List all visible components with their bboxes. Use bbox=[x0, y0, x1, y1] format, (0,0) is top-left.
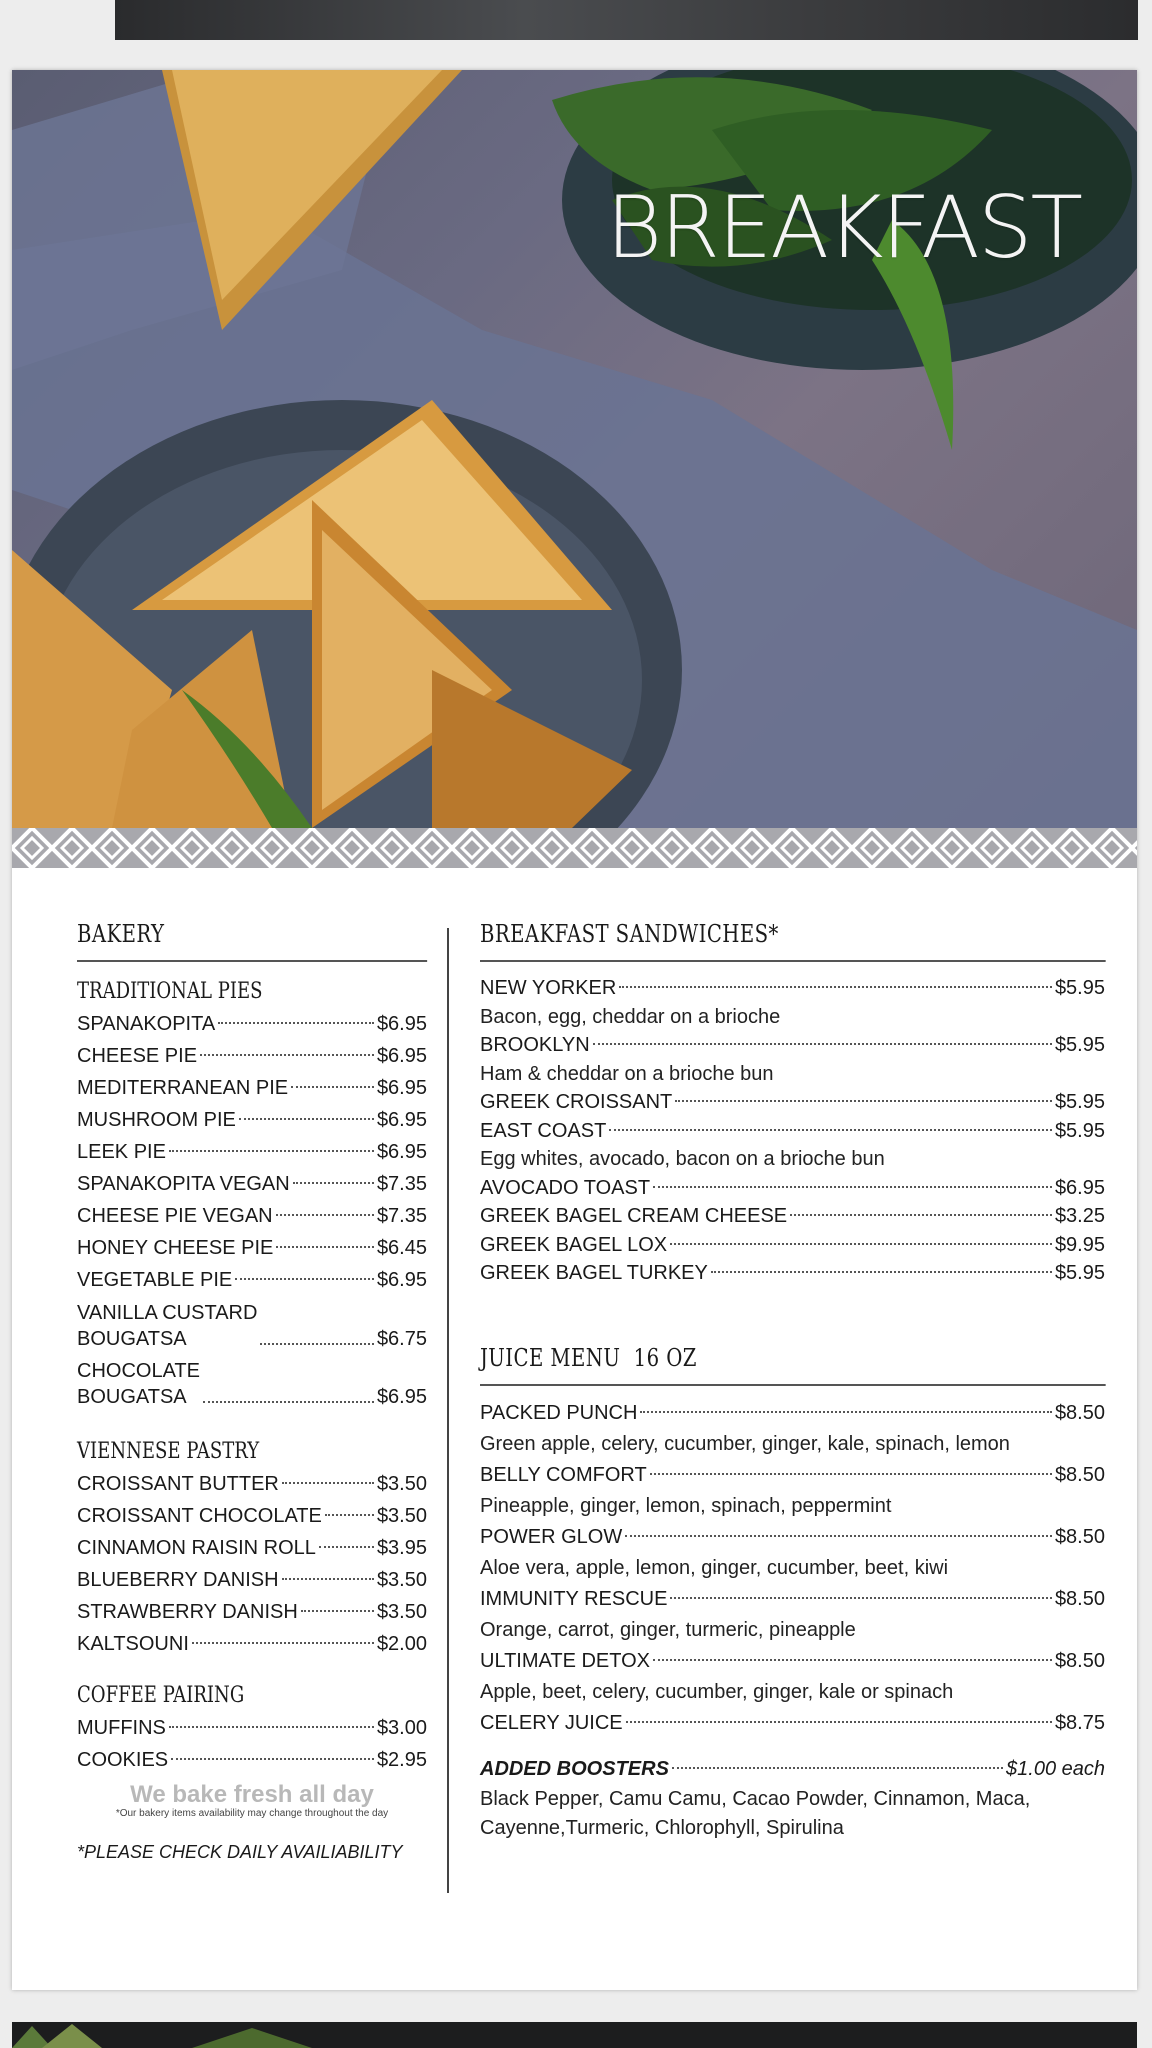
pie-item bbox=[77, 1300, 427, 1352]
item-name: SPANAKOPITA VEGAN bbox=[77, 1173, 290, 1195]
bakery-availability-note: *Our bakery items availability may change throughout the day bbox=[115, 1808, 389, 1819]
item-name: PACKED PUNCH bbox=[480, 1401, 638, 1424]
item-price: $9.95 bbox=[1054, 1233, 1105, 1256]
item-price: $3.95 bbox=[376, 1537, 427, 1559]
item-name: POWER GLOW bbox=[480, 1525, 623, 1548]
leader-dots bbox=[790, 1214, 1052, 1216]
leader-dots bbox=[235, 1278, 374, 1280]
sandwich-item bbox=[480, 1117, 1105, 1146]
pie-item bbox=[77, 1264, 427, 1296]
item-price: $6.95 bbox=[1054, 1176, 1105, 1199]
item-price: $8.75 bbox=[1054, 1711, 1105, 1734]
pie-item bbox=[77, 1104, 427, 1136]
item-description: Aloe vera, apple, lemon, ginger, cucumber, beet, kiwi bbox=[480, 1556, 949, 1579]
check-availability-note: *PLEASE CHECK DAILY AVAILIABILITY bbox=[77, 1842, 403, 1862]
column-divider bbox=[447, 928, 449, 1893]
leader-dots bbox=[625, 1535, 1052, 1537]
sandwich-item bbox=[480, 974, 1105, 1003]
item-name: ULTIMATE DETOX bbox=[480, 1649, 651, 1672]
item-name: BLUEBERRY DANISH bbox=[77, 1569, 279, 1591]
breakfast-sandwiches-title: BREAKFAST SANDWICHES* bbox=[480, 912, 1105, 962]
item-price: $6.95 bbox=[376, 1141, 427, 1163]
leader-dots bbox=[260, 1343, 374, 1345]
coffee-pairing-item bbox=[77, 1744, 427, 1776]
juice-item bbox=[480, 1460, 1105, 1491]
item-name: IMMUNITY RESCUE bbox=[480, 1587, 668, 1610]
item-price: $2.00 bbox=[376, 1633, 427, 1655]
pie-item bbox=[77, 1358, 427, 1410]
item-price: $8.50 bbox=[1054, 1649, 1105, 1672]
item-name: KALTSOUNI bbox=[77, 1633, 189, 1655]
added-boosters-price: $1.00 each bbox=[1006, 1757, 1105, 1780]
hero-image bbox=[12, 70, 1137, 828]
pastry-item bbox=[77, 1596, 427, 1628]
leader-dots bbox=[626, 1721, 1052, 1723]
item-price: $6.95 bbox=[376, 1109, 427, 1131]
previous-section-image bbox=[115, 0, 1138, 40]
item-price: $6.45 bbox=[376, 1237, 427, 1259]
item-name: GREEK CROISSANT bbox=[480, 1091, 673, 1113]
item-name: MEDITERRANEAN PIE bbox=[77, 1077, 289, 1099]
bakery-column bbox=[77, 912, 427, 1863]
item-price: $5.95 bbox=[1054, 1262, 1105, 1284]
leader-dots bbox=[653, 1659, 1052, 1661]
pie-item bbox=[77, 1072, 427, 1104]
item-price: $5.95 bbox=[1054, 1034, 1105, 1056]
item-name: MUFFINS bbox=[77, 1717, 166, 1739]
leader-dots bbox=[609, 1129, 1052, 1131]
breakfast-menu-card bbox=[12, 70, 1137, 1990]
item-price: $5.95 bbox=[1054, 977, 1105, 999]
leader-dots bbox=[325, 1514, 374, 1516]
item-description: Pineapple, ginger, lemon, spinach, peppermint bbox=[480, 1494, 892, 1517]
viennese-pastry-title: VIENNESE PASTRY bbox=[77, 1439, 260, 1464]
item-description: Apple, beet, celery, cucumber, ginger, kale or spinach bbox=[480, 1680, 954, 1703]
item-price: $3.50 bbox=[376, 1505, 427, 1527]
item-description: Orange, carrot, ginger, turmeric, pineapple bbox=[480, 1618, 856, 1641]
leader-dots bbox=[276, 1246, 374, 1248]
pastry-item bbox=[77, 1500, 427, 1532]
leader-dots bbox=[200, 1054, 374, 1056]
item-name: VANILLA CUSTARD BOUGATSA bbox=[77, 1302, 258, 1350]
coffee-pairing-title: COFFEE PAIRING bbox=[77, 1683, 245, 1708]
item-name: CHEESE PIE bbox=[77, 1045, 198, 1067]
viennese-pastry-list bbox=[77, 1468, 427, 1660]
item-price: $6.95 bbox=[376, 1269, 427, 1291]
traditional-pies-list bbox=[77, 1008, 427, 1296]
added-boosters-name: ADDED BOOSTERS bbox=[480, 1757, 669, 1780]
item-price: $8.50 bbox=[1054, 1587, 1105, 1610]
leader-dots bbox=[619, 986, 1052, 988]
item-price: $3.50 bbox=[376, 1601, 427, 1623]
right-column bbox=[480, 912, 1105, 1843]
leader-dots bbox=[319, 1546, 374, 1548]
item-price: $6.95 bbox=[376, 1386, 427, 1408]
leader-dots bbox=[218, 1022, 374, 1024]
greek-key-pattern-border bbox=[12, 828, 1137, 868]
bake-fresh-note: We bake fresh all day bbox=[130, 1781, 374, 1808]
item-price: $6.95 bbox=[376, 1045, 427, 1067]
next-section-image bbox=[12, 2022, 1137, 2048]
bakery-title: BAKERY bbox=[77, 912, 427, 962]
item-name: CHOCOLATE BOUGATSA bbox=[77, 1360, 200, 1408]
item-name: STRAWBERRY DANISH bbox=[77, 1601, 298, 1623]
sandwich-item bbox=[480, 1174, 1105, 1203]
item-price: $7.35 bbox=[376, 1173, 427, 1195]
leader-dots bbox=[675, 1100, 1052, 1102]
pie-item bbox=[77, 1200, 427, 1232]
coffee-pairing-item bbox=[77, 1712, 427, 1744]
sandwich-item bbox=[480, 1231, 1105, 1260]
hero-title: BREAKFAST bbox=[605, 178, 1081, 278]
pie-item bbox=[77, 1232, 427, 1264]
item-price: $8.50 bbox=[1054, 1525, 1105, 1548]
pastry-item bbox=[77, 1564, 427, 1596]
sandwich-item bbox=[480, 1259, 1105, 1288]
item-name: BELLY COMFORT bbox=[480, 1463, 647, 1486]
leader-dots bbox=[650, 1473, 1052, 1475]
traditional-pies-title: TRADITIONAL PIES bbox=[77, 979, 263, 1004]
item-price: $3.00 bbox=[376, 1717, 427, 1739]
leader-dots bbox=[282, 1578, 374, 1580]
leader-dots bbox=[203, 1401, 374, 1403]
item-price: $3.50 bbox=[376, 1569, 427, 1591]
pie-item bbox=[77, 1136, 427, 1168]
item-name: LEEK PIE bbox=[77, 1141, 166, 1163]
coffee-pairing-list bbox=[77, 1712, 427, 1776]
leader-dots bbox=[291, 1086, 374, 1088]
item-name: CHEESE PIE VEGAN bbox=[77, 1205, 273, 1227]
item-name: BROOKLYN bbox=[480, 1034, 590, 1056]
item-name: MUSHROOM PIE bbox=[77, 1109, 236, 1131]
juice-menu-list bbox=[480, 1398, 1105, 1739]
juice-item bbox=[480, 1584, 1105, 1615]
leader-dots bbox=[301, 1610, 374, 1612]
leader-dots bbox=[169, 1150, 374, 1152]
pie-item bbox=[77, 1008, 427, 1040]
item-description: Green apple, celery, cucumber, ginger, kale, spinach, lemon bbox=[480, 1432, 1010, 1455]
item-name: NEW YORKER bbox=[480, 977, 617, 999]
item-name: AVOCADO TOAST bbox=[480, 1176, 651, 1199]
leader-dots bbox=[171, 1758, 374, 1760]
leader-dots bbox=[169, 1726, 374, 1728]
item-name: GREEK BAGEL LOX bbox=[480, 1233, 668, 1256]
sandwich-item bbox=[480, 1031, 1105, 1060]
leader-dots bbox=[640, 1411, 1052, 1413]
item-description: Bacon, egg, cheddar on a brioche bbox=[480, 1005, 781, 1028]
item-description: Ham & cheddar on a brioche bun bbox=[480, 1062, 774, 1085]
sandwich-item bbox=[480, 1202, 1105, 1231]
item-name: HONEY CHEESE PIE bbox=[77, 1237, 274, 1259]
item-price: $6.95 bbox=[376, 1077, 427, 1099]
leader-dots bbox=[192, 1642, 374, 1644]
juice-item bbox=[480, 1522, 1105, 1553]
traditional-pies-two-line-list bbox=[77, 1300, 427, 1410]
item-price: $3.25 bbox=[1054, 1205, 1105, 1227]
item-name: CINNAMON RAISIN ROLL bbox=[77, 1537, 316, 1559]
pie-item bbox=[77, 1168, 427, 1200]
item-name: VEGETABLE PIE bbox=[77, 1269, 233, 1291]
item-price: $5.95 bbox=[1054, 1091, 1105, 1113]
leader-dots bbox=[670, 1243, 1052, 1245]
sandwich-item bbox=[480, 1088, 1105, 1117]
item-name: COOKIES bbox=[77, 1749, 169, 1771]
item-name: EAST COAST bbox=[480, 1119, 607, 1142]
leader-dots bbox=[672, 1767, 1003, 1769]
item-name: GREEK BAGEL CREAM CHEESE bbox=[480, 1205, 788, 1227]
leader-dots bbox=[711, 1271, 1052, 1273]
boosters-description-line-2: Cayenne,Turmeric, Chlorophyll, Spirulina bbox=[480, 1816, 844, 1839]
item-price: $5.95 bbox=[1054, 1119, 1105, 1142]
item-price: $6.95 bbox=[376, 1013, 427, 1035]
item-name: CELERY JUICE bbox=[480, 1711, 623, 1734]
item-name: SPANAKOPITA bbox=[77, 1013, 216, 1035]
item-name: CROISSANT BUTTER bbox=[77, 1473, 279, 1495]
leader-dots bbox=[282, 1482, 374, 1484]
item-description: Egg whites, avocado, bacon on a brioche bun bbox=[480, 1148, 885, 1170]
added-boosters-row bbox=[480, 1753, 1105, 1785]
item-price: $8.50 bbox=[1054, 1401, 1105, 1424]
item-price: $7.35 bbox=[376, 1205, 427, 1227]
pastry-item bbox=[77, 1468, 427, 1500]
herbs-photo bbox=[12, 2022, 1137, 2048]
pastry-item bbox=[77, 1532, 427, 1564]
item-price: $8.50 bbox=[1054, 1463, 1105, 1486]
juice-item bbox=[480, 1398, 1105, 1429]
juice-item bbox=[480, 1708, 1105, 1739]
leader-dots bbox=[276, 1214, 374, 1216]
boosters-description-line-1: Black Pepper, Camu Camu, Cacao Powder, Cinnamon, Maca, bbox=[480, 1787, 1031, 1810]
leader-dots bbox=[670, 1597, 1052, 1599]
item-name: CROISSANT CHOCOLATE bbox=[77, 1505, 322, 1527]
leader-dots bbox=[653, 1186, 1052, 1188]
breakfast-sandwiches-list bbox=[480, 974, 1105, 1288]
juice-item bbox=[480, 1646, 1105, 1677]
item-price: $6.75 bbox=[376, 1328, 427, 1350]
leader-dots bbox=[239, 1118, 374, 1120]
item-name: GREEK BAGEL TURKEY bbox=[480, 1262, 708, 1284]
juice-menu-title: JUICE MENU 16 OZ bbox=[480, 1336, 1105, 1386]
leader-dots bbox=[593, 1043, 1052, 1045]
leader-dots bbox=[293, 1182, 374, 1184]
pie-item bbox=[77, 1040, 427, 1072]
pastry-item bbox=[77, 1628, 427, 1660]
item-price: $3.50 bbox=[376, 1473, 427, 1495]
item-price: $2.95 bbox=[376, 1749, 427, 1771]
